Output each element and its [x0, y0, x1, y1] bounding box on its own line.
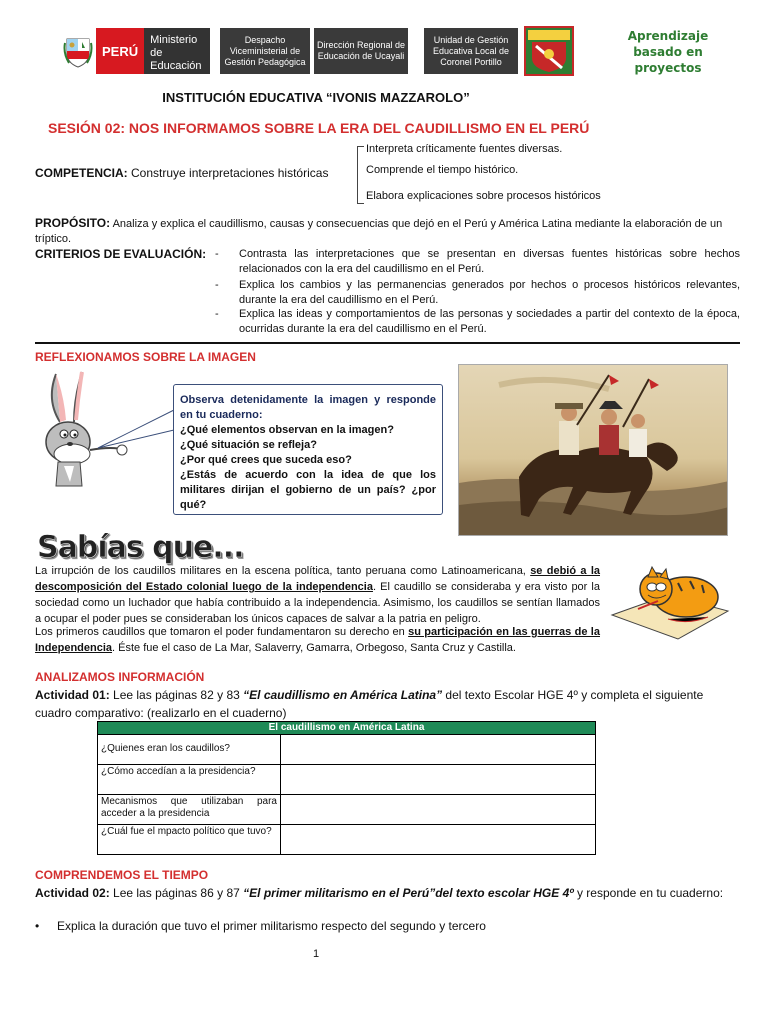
office-ugel: Unidad de Gestión Educativa Local de Coronel Portillo	[424, 28, 518, 74]
activity-label: Actividad 02:	[35, 886, 110, 900]
proposito-text: Analiza y explica el caudillismo, causas y consecuencias que dejó en el Perú y América Latina mediante la elaboración de un tríptico.	[35, 218, 723, 245]
analizamos-heading: ANALIZAMOS INFORMACIÓN	[35, 670, 205, 684]
sabias-text: . Éste fue el caso de La Mar, Salaverry, Gamarra, Orbegoso, Santa Cruz y Castilla.	[112, 642, 516, 654]
criterios-label: CRITERIOS DE EVALUACIÓN:	[35, 247, 207, 261]
school-crest-icon	[524, 26, 574, 76]
table-question: ¿Quienes eran los caudillos?	[98, 735, 281, 765]
table-row	[98, 795, 596, 825]
criterio-item: - Contrasta las interpretaciones que se presentan en diversas fuentes históricas sobre hechos relacionados con la era del caudillismo en el Perú.	[215, 248, 740, 275]
sabias-highlight: su participación en las guerras de la Independencia	[35, 626, 600, 654]
sabias-paragraph-1	[35, 563, 600, 627]
criterio-item: - Explica las ideas y comportamientos de las personas y sociedades a partir del contexto de la época, ocurridas durante la era del caudillismo en el Perú.	[215, 308, 740, 335]
office-viceministerial: Despacho Viceministerial de Gestión Pedagógica	[220, 28, 310, 74]
comprendemos-heading: COMPRENDEMOS EL TIEMPO	[35, 868, 209, 882]
competencia-label: COMPETENCIA:	[35, 166, 128, 180]
garfield-cartoon-icon	[608, 555, 732, 645]
activity-book-title: “El caudillismo en América Latina”	[243, 688, 443, 702]
reflexionamos-heading: REFLEXIONAMOS SOBRE LA IMAGEN	[35, 350, 256, 364]
activity-text: Lee las páginas 82 y 83	[109, 688, 244, 702]
callout-question: ¿Estás de acuerdo con la idea de que los militares dirijan el gobierno de un país? ¿por qué?	[180, 469, 436, 511]
bullet-icon: •	[35, 919, 40, 933]
table-question: ¿Cuál fue el mpacto político que tuvo?	[98, 825, 281, 855]
bullet-text: Explica la duración que tuvo el primer militarismo respecto del segundo y tercero	[57, 919, 486, 933]
activity-bullet	[35, 919, 486, 933]
table-answer-cell[interactable]	[281, 735, 596, 765]
activity-label: Actividad 01:	[35, 688, 110, 702]
activity-text: Lee las páginas 86 y 87	[109, 886, 244, 900]
ministry-label: Ministerio de Educación	[144, 28, 210, 74]
table-answer-cell[interactable]	[281, 765, 596, 795]
page-number: 1	[312, 948, 320, 960]
proposito	[35, 216, 740, 247]
callout-instruction: Observa detenidamente la imagen y responde en tu cuaderno:	[180, 394, 436, 421]
sabias-text: . El caudillo se consideraba y era visto por la sociedad como un luchador que había contribuido a la independencia. Asimismo, los caudillos se sentían llamados a ocupar el poder pues se consideraban los únicos capaces de salvar a la patria en peligro.	[35, 581, 600, 625]
actividad-01	[35, 686, 735, 722]
sabias-que-title: Sabías que...	[37, 530, 244, 565]
program-label: Aprendizaje basado en proyectos	[627, 29, 709, 75]
sabias-text: La irrupción de los caudillos militares en la escena política, tanto peruana como Latinoamericana,	[35, 565, 531, 577]
competencia-item: Elabora explicaciones sobre procesos históricos	[366, 190, 601, 202]
table-row	[98, 765, 596, 795]
section-divider	[35, 342, 740, 344]
activity-book-title: “El primer militarismo en el Perú”del texto escolar HGE 4º	[243, 886, 574, 900]
callout-pointer	[96, 400, 176, 460]
table-question: ¿Cómo accedían a la presidencia?	[98, 765, 281, 795]
table-title: El caudillismo en América Latina	[98, 722, 596, 735]
sabias-paragraph-2	[35, 624, 600, 656]
session-title: SESIÓN 02: NOS INFORMAMOS SOBRE LA ERA DEL CAUDILLISMO EN EL PERÚ	[48, 120, 590, 136]
proposito-label: PROPÓSITO:	[35, 216, 111, 230]
callout-question: ¿Qué elementos observan en la imagen?	[180, 424, 394, 436]
peru-ministry-logo	[60, 28, 210, 74]
reflection-callout	[173, 384, 443, 515]
criterio-item: - Explica los cambios y las permanencias generados por hechos o procesos históricos relevantes, durante la era del caudillismo en el Perú.	[215, 279, 740, 306]
table-answer-cell[interactable]	[281, 825, 596, 855]
table-question: Mecanismos que utilizaban para acceder a la presidencia	[98, 795, 281, 825]
comparison-table	[97, 721, 596, 855]
office-regional: Dirección Regional de Educación de Ucayali	[314, 28, 408, 74]
competencia-item: Comprende el tiempo histórico.	[366, 164, 519, 176]
callout-question: ¿Por qué crees que suceda eso?	[180, 454, 352, 466]
table-answer-cell[interactable]	[281, 795, 596, 825]
competencia	[35, 166, 328, 180]
activity-text: y responde en tu cuaderno:	[573, 886, 724, 900]
competencia-item: Interpreta críticamente fuentes diversas.	[366, 143, 563, 155]
caudillos-painting-image	[458, 364, 728, 536]
coat-of-arms-icon	[60, 28, 96, 74]
competencia-brace	[357, 146, 364, 204]
table-row	[98, 825, 596, 855]
activity-text: del texto Escolar HGE 4º y completa el siguiente cuadro comparativo: (realizarlo en el cuaderno)	[35, 688, 704, 720]
table-row	[98, 735, 596, 765]
actividad-02	[35, 884, 735, 902]
institution-name: INSTITUCIÓN EDUCATIVA “IVONIS MAZZAROLO”	[162, 90, 470, 105]
competencia-text: Construye interpretaciones históricas	[131, 166, 329, 180]
sabias-text: Los primeros caudillos que tomaron el poder fundamentaron su derecho en	[35, 626, 409, 638]
peru-label: PERÚ	[96, 28, 144, 74]
callout-question: ¿Qué situación se refleja?	[180, 439, 317, 451]
sabias-highlight: se debió a la descomposición del Estado colonial luego de la independencia	[35, 565, 600, 593]
